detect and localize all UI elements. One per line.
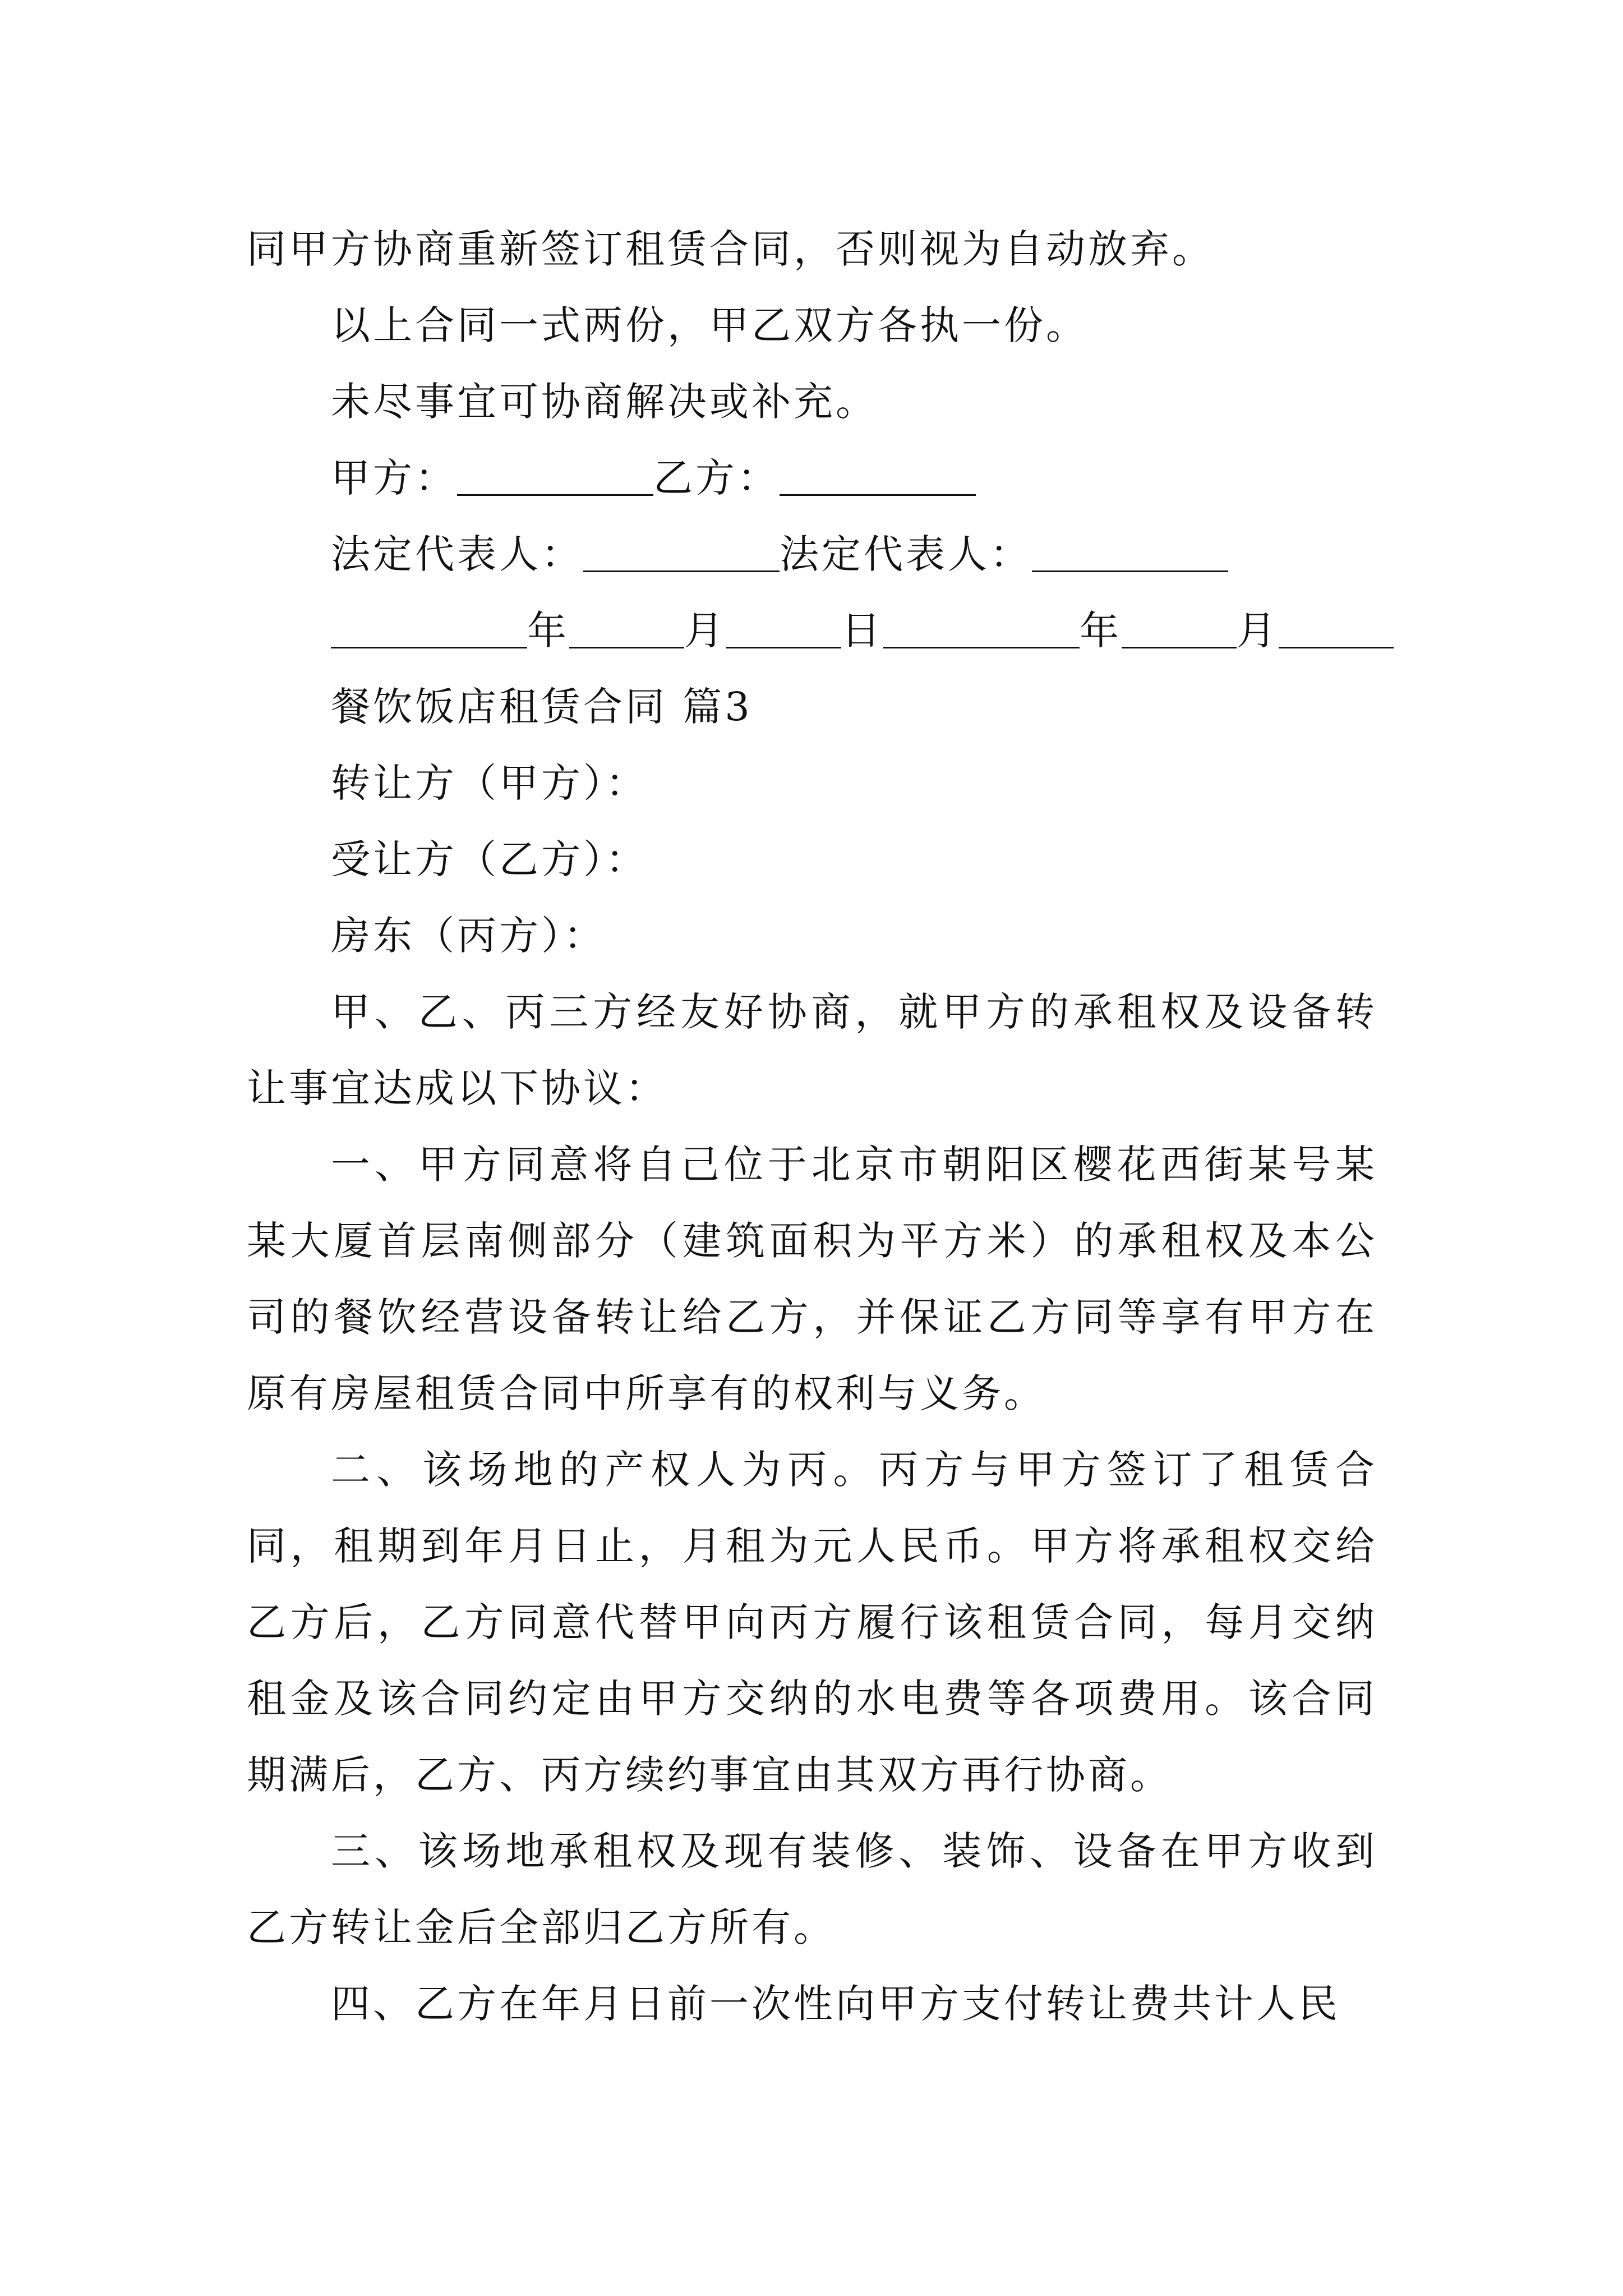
signature-date-line bbox=[247, 592, 1377, 669]
rep-b-blank bbox=[1032, 533, 1228, 573]
paragraph-clause-1: 一、甲方同意将自己位于北京市朝阳区樱花西街某号某某大厦首层南侧部分（建筑面积为平方米）的承租权及本公司的餐饮经营设备转让给乙方，并保证乙方同等享有甲方在原有房屋租赁合同中所享有的权利与义务。 bbox=[247, 1142, 1377, 1416]
date-a-month-blank bbox=[569, 610, 684, 649]
paragraph-clause-2: 二、该场地的产权人为丙。丙方与甲方签订了租赁合同，租期到年月日止，月租为元人民币。甲方将承租权交给乙方后，乙方同意代替甲向丙方履行该租赁合同，每月交纳租金及该合同约定由甲方交纳的水电费等各项费用。该合同期满后，乙方、丙方续约事宜由其双方再行协商。 bbox=[247, 1447, 1377, 1798]
transferor-line: 转让方（甲方）： bbox=[331, 760, 648, 806]
party-b-label: 乙方： bbox=[653, 455, 780, 501]
signature-representatives-line bbox=[247, 516, 1377, 592]
paragraph-renewal-clause: 同甲方协商重新签订租赁合同，否则视为自动放弃。 bbox=[247, 226, 1214, 272]
paragraph-clause-4: 四、乙方在年月日前一次性向甲方支付转让费共计人民 bbox=[331, 1981, 1340, 2027]
date-b-year-blank bbox=[883, 610, 1080, 649]
date-a-year-blank bbox=[331, 610, 527, 649]
section-heading: 餐饮饭店租赁合同 篇3 bbox=[331, 684, 753, 730]
paragraph-clause-3: 三、该场地承租权及现有装修、装饰、设备在甲方收到乙方转让金后全部归乙方所有。 bbox=[247, 1828, 1377, 1950]
rep-a-blank bbox=[583, 533, 780, 573]
date-b-month-label: 月 bbox=[1237, 608, 1279, 654]
date-a-day-label: 日 bbox=[841, 608, 883, 654]
date-b-year-label: 年 bbox=[1080, 608, 1122, 654]
date-b-month-blank bbox=[1122, 610, 1237, 649]
date-a-day-blank bbox=[726, 610, 841, 649]
landlord-line: 房东（丙方）： bbox=[331, 913, 606, 959]
paragraph-supplement: 未尽事宜可协商解决或补充。 bbox=[331, 379, 878, 425]
date-b-day-blank bbox=[1279, 610, 1394, 649]
party-a-label: 甲方： bbox=[331, 455, 457, 501]
party-a-blank bbox=[457, 457, 653, 496]
document-body bbox=[247, 211, 1377, 2042]
date-a-year-label: 年 bbox=[527, 608, 569, 654]
signature-parties-line bbox=[247, 440, 1377, 516]
date-a-month-label: 月 bbox=[684, 608, 726, 654]
paragraph-intro: 甲、乙、丙三方经友好协商，就甲方的承租权及设备转让事宜达成以下协议： bbox=[247, 989, 1377, 1111]
party-b-blank bbox=[780, 457, 976, 496]
rep-a-label: 法定代表人： bbox=[331, 531, 583, 577]
paragraph-copies: 以上合同一式两份，甲乙双方各执一份。 bbox=[331, 302, 1088, 348]
rep-b-label: 法定代表人： bbox=[780, 531, 1032, 577]
transferee-line: 受让方（乙方）： bbox=[331, 836, 648, 882]
